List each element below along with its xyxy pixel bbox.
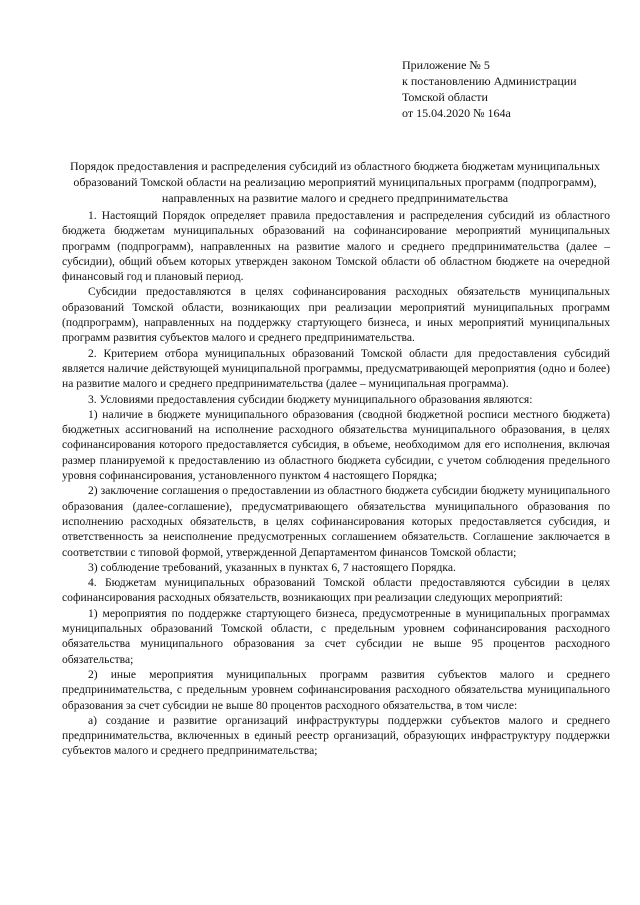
- paragraph: 1) наличие в бюджете муниципального образования (сводной бюджетной росписи местного бюджета) бюджетных ассигнований на исполнение расходного обязательства муниципального образования, в целях софинансирования которого предоставляется субсидия, в объеме, необходимом для его исполнения, включая размер планируемой к предоставлению из областного бюджета субсидии, с учетом соблюдения предельного уровня софинансирования, установленного пунктом 4 настоящего Порядка;: [62, 407, 610, 483]
- paragraph: а) создание и развитие организаций инфраструктуры поддержки субъектов малого и среднего предпринимательства, включенных в единый реестр организаций, образующих инфраструктуру поддержки субъектов малого и среднего предпринимательства;: [62, 713, 610, 758]
- paragraph: 3) соблюдение требований, указанных в пунктах 6, 7 настоящего Порядка.: [88, 560, 456, 574]
- paragraph: 4. Бюджетам муниципальных образований Томской области предоставляются субсидии в целях софинансирования расходных обязательств, возникающих при реализации следующих мероприятий:: [62, 576, 610, 605]
- paragraph: Субсидии предоставляются в целях софинансирования расходных обязательств муниципальных образований Томской области, возникающих при реализации мероприятий муниципальных программ (подпрограмм), направленных на поддержку стартующего бизнеса, и иных мероприятий муниципальных программ развития субъектов малого и среднего предпринимательства.: [62, 285, 610, 345]
- paragraph: 2. Критерием отбора муниципальных образований Томской области для предоставления субсидий является наличие действующей муниципальной программы, предусматривающей мероприятия (одно и более) на развитие малого и среднего предпринимательства (далее – муниципальная программа).: [62, 346, 610, 391]
- document-title: Порядок предоставления и распределения субсидий из областного бюджета бюджетам муниципальных образований Томской области на реализацию мероприятий муниципальных программ (подпрограмм), направленных на развитие малого и среднего предпринимательства: [70, 159, 600, 205]
- paragraph: 3. Условиями предоставления субсидии бюджету муниципального образования являются:: [88, 392, 533, 406]
- appendix-block: [402, 57, 622, 121]
- document-body: [62, 208, 610, 759]
- paragraph: 2) заключение соглашения о предоставлении из областного бюджета субсидии бюджету муниципального образования (далее-соглашение), предусматривающего обязательства муниципального образования по исполнению расходных обязательств, в целях софинансирования которых предоставляется субсидия, и ответственность за неисполнение предусмотренных соглашением обязательств. Соглашение заключается в соответствии с типовой формой, утвержденной Департаментом финансов Томской области;: [62, 484, 610, 559]
- appendix-number: Приложение № 5: [402, 58, 490, 72]
- appendix-region: Томской области: [402, 90, 488, 104]
- paragraph: 1) мероприятия по поддержке стартующего бизнеса, предусмотренные в муниципальных программах муниципальных образований Томской области, с предельным уровнем софинансирования расходного обязательства муниципального образования за счет субсидии не выше 95 процентов расходного обязательства;: [62, 606, 610, 666]
- paragraph: 1. Настоящий Порядок определяет правила предоставления и распределения субсидий из областного бюджета бюджетам муниципальных образований на софинансирование мероприятий муниципальных программ (подпрограмм), направленных на развитие малого и среднего предпринимательства (далее – субсидии), общий объем которых утвержден законом Томской области об областном бюджете на очередной финансовый год и плановый период.: [62, 209, 610, 284]
- appendix-date: от 15.04.2020 № 164а: [402, 106, 511, 120]
- paragraph: 2) иные мероприятия муниципальных программ развития субъектов малого и среднего предпринимательства, с предельным уровнем софинансирования расходного обязательства муниципального образования за счет субсидии не выше 80 процентов расходного обязательства, в том числе:: [62, 667, 610, 712]
- appendix-resolution: к постановлению Администрации: [402, 74, 577, 88]
